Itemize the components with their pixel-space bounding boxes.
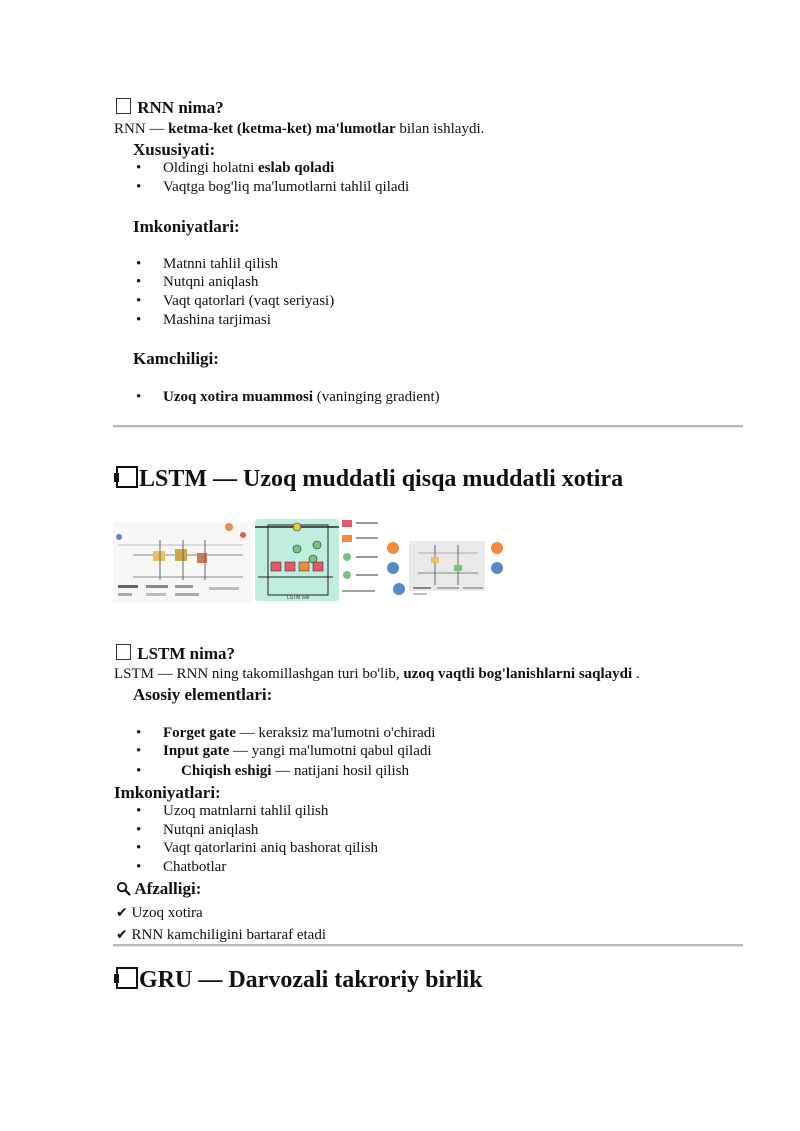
list-item: • Vaqt qatorlari (vaqt seriyasi)	[163, 293, 334, 310]
check-icon: ✔	[116, 905, 128, 921]
rnn-intro: RNN — ketma-ket (ketma-ket) ma'lumotlar bilan ishlaydi.	[114, 121, 485, 137]
list-item: • Mashina tarjimasi	[163, 312, 271, 329]
rnn-unrolled-panel	[113, 523, 253, 603]
lstm-intro: LSTM — RNN ning takomillashgan turi bo'lib, uzoq vaqtli bog'lanishlarni saqlaydi .	[114, 666, 640, 682]
list-item: • Oldingi holatni eslab qoladi	[163, 160, 334, 177]
number-icon	[116, 967, 138, 989]
missing-glyph-icon	[116, 644, 131, 660]
lstm-diagram-image	[113, 515, 513, 605]
list-item: • Vaqt qatorlarini aniq bashorat qilish	[163, 840, 378, 857]
gru-panel	[387, 541, 503, 595]
list-item: • Input gate — yangi ma'lumotni qabul qiladi	[163, 743, 432, 760]
divider	[113, 425, 743, 427]
number-icon	[116, 466, 138, 488]
lstm-title: LSTM — Uzoq muddatli qisqa muddatli xotira	[116, 466, 623, 493]
list-item: • Forget gate — keraksiz ma'lumotni o'chiradi	[163, 725, 435, 742]
rnn-abilities-title: Imkoniyatlari:	[133, 217, 240, 236]
list-item: • Vaqtga bog'liq ma'lumotlarni tahlil qiladi	[163, 179, 409, 196]
rnn-weakness-title: Kamchiligi:	[133, 349, 219, 368]
gru-title: GRU — Darvozali takroriy birlik	[116, 967, 483, 994]
list-item: • Chatbotlar	[163, 859, 226, 876]
list-item: • Nutqni aniqlash	[163, 822, 258, 839]
rnn-heading: RNN nima?	[116, 98, 224, 118]
missing-glyph-icon	[116, 98, 131, 114]
lstm-elements-title: Asosiy elementlari:	[133, 685, 273, 704]
lstm-cell-panel	[255, 519, 339, 601]
check-icon: ✔	[116, 927, 128, 943]
magnifier-icon	[116, 881, 131, 896]
divider	[113, 944, 743, 946]
rnn-features-title: Xususiyati:	[133, 140, 216, 159]
lstm-heading: LSTM nima?	[116, 644, 235, 664]
list-item: • Nutqni aniqlash	[163, 274, 258, 291]
advantage-item: ✔ RNN kamchiligini bartaraf etadi	[116, 927, 327, 943]
list-item: • Matnni tahlil qilish	[163, 256, 278, 273]
advantage-item: ✔ Uzoq xotira	[116, 905, 203, 921]
list-item: • Uzoq matnlarni tahlil qilish	[163, 803, 328, 820]
lstm-abilities-title: Imkoniyatlari:	[114, 783, 221, 802]
diagram-legend	[342, 520, 378, 591]
diagram-caption: LSTM cell	[287, 595, 310, 601]
list-item: • Uzoq xotira muammosi (vaninging gradient)	[163, 389, 440, 406]
lstm-advantages-title: Afzalligi:	[116, 879, 201, 899]
list-item: • Chiqish eshigi — natijani hosil qilish	[181, 763, 409, 780]
